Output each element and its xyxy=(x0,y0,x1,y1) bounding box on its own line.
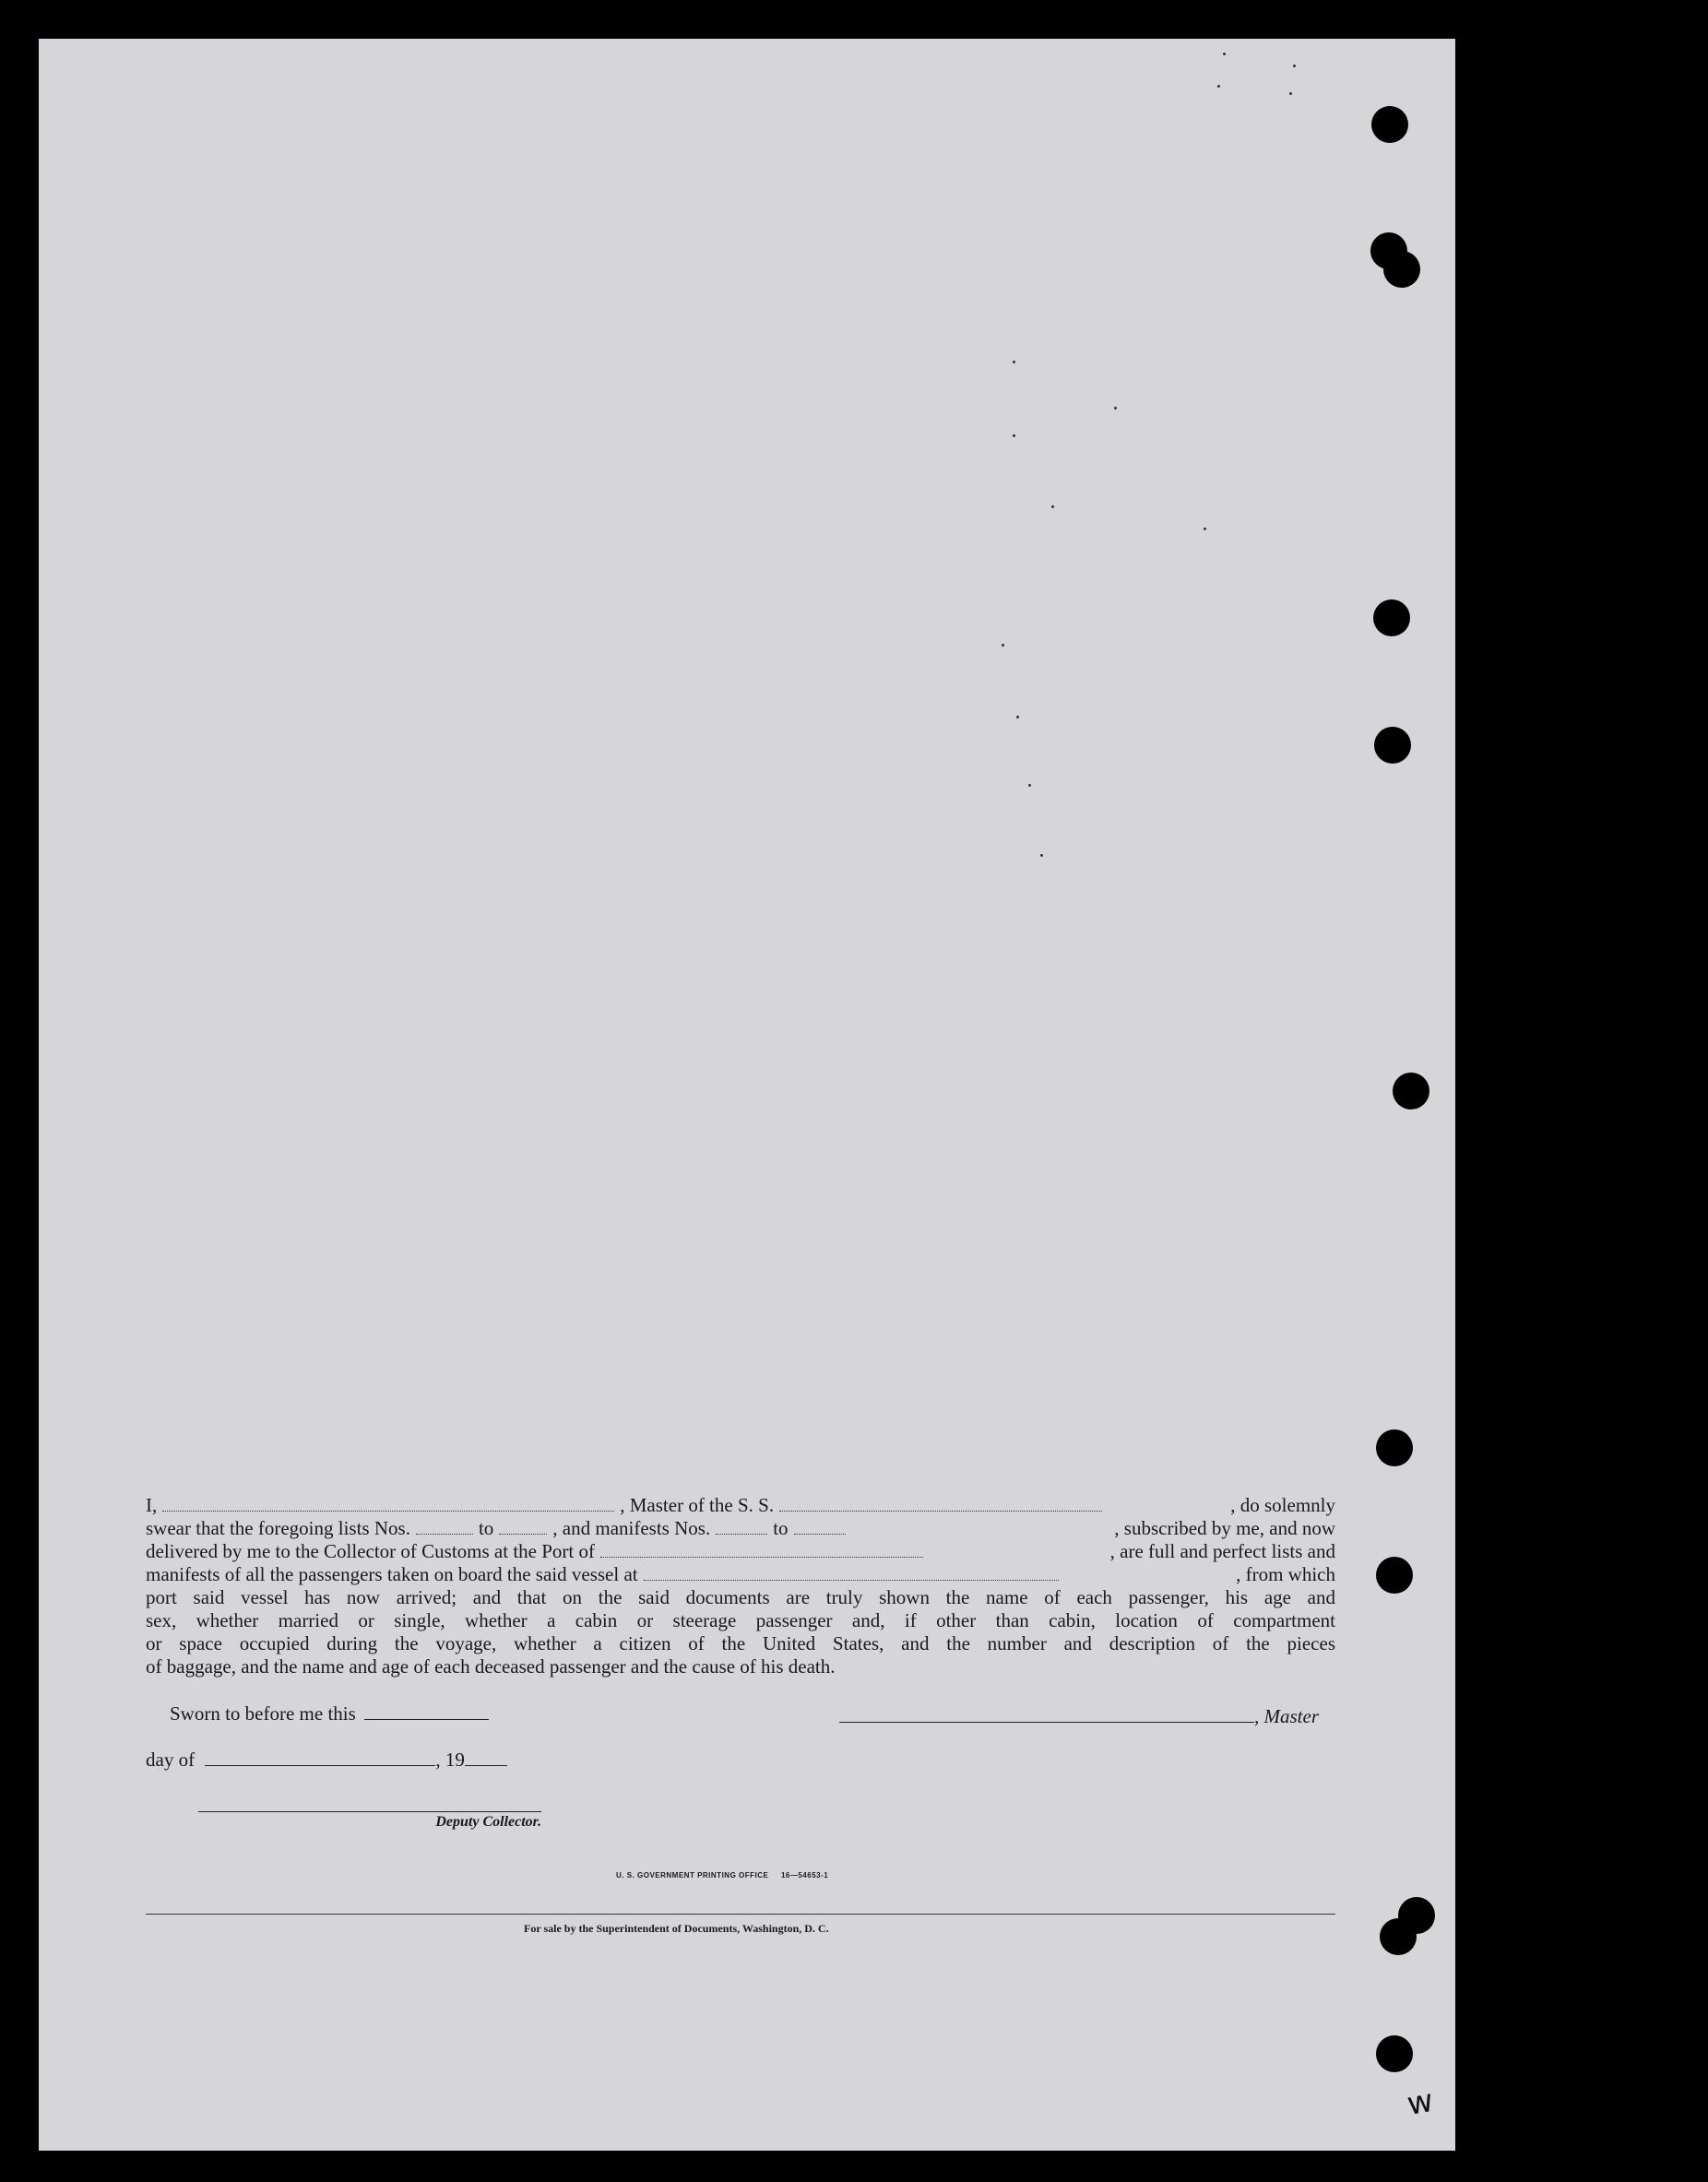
sworn-date-blank[interactable] xyxy=(364,1702,489,1720)
oath-line-8: of baggage, and the name and age of each deceased passenger and the cause of his death. xyxy=(146,1655,836,1678)
scan-speck xyxy=(1217,85,1220,88)
handwritten-mark: w xyxy=(1404,2081,1437,2124)
punch-hole xyxy=(1393,1073,1429,1109)
oath-subscribed-label: , subscribed by me, and now xyxy=(1114,1517,1335,1539)
scan-speck xyxy=(1204,528,1206,530)
sworn-line xyxy=(170,1702,489,1725)
oath-line-4 xyxy=(146,1563,1335,1586)
oath-line-7: or space occupied during the voyage, whether a citizen of the United States, and the number and description of the pieces xyxy=(146,1632,1335,1654)
punch-hole xyxy=(1371,106,1408,143)
scan-speck xyxy=(1002,644,1004,646)
oath-to2-label: to xyxy=(773,1517,789,1539)
oath-from-which-label: , from which xyxy=(1236,1563,1335,1585)
footer-rule xyxy=(146,1914,1335,1915)
form-sheet xyxy=(39,39,1455,2151)
punch-hole xyxy=(1374,727,1411,764)
oath-line-2 xyxy=(146,1517,1335,1540)
ship-name-blank[interactable] xyxy=(779,1494,1102,1512)
deputy-collector-label: Deputy Collector. xyxy=(435,1814,541,1830)
oath-to1-label: to xyxy=(478,1517,494,1539)
punch-hole xyxy=(1383,251,1420,288)
oath-swear-lists-label: swear that the foregoing lists Nos. xyxy=(146,1517,410,1539)
scan-speck xyxy=(1040,854,1043,857)
oath-line-1 xyxy=(146,1494,1335,1517)
lists-from-blank[interactable] xyxy=(416,1517,473,1535)
scan-speck xyxy=(1293,65,1296,67)
day-of-line xyxy=(146,1749,507,1772)
printing-office-imprint: U. S. GOVERNMENT PRINTING OFFICE 16—54653-1 xyxy=(616,1871,829,1880)
scan-speck xyxy=(1289,92,1292,95)
scan-speck xyxy=(1223,53,1226,55)
oath-paragraph xyxy=(146,1494,1335,1678)
embark-port-blank[interactable] xyxy=(644,1563,1059,1581)
oath-i-label: I, xyxy=(146,1494,158,1516)
sworn-label: Sworn to before me this xyxy=(170,1702,356,1725)
oath-line-5: port said vessel has now arrived; and that on the said documents are truly shown the name of each passenger, his age and xyxy=(146,1586,1335,1608)
scan-speck xyxy=(1013,361,1015,363)
punch-hole xyxy=(1376,1429,1413,1466)
punch-hole xyxy=(1373,599,1410,636)
oath-manifests-all-label: manifests of all the passengers taken on board the said vessel at xyxy=(146,1563,638,1585)
deputy-collector-signature xyxy=(198,1795,541,1831)
deputy-collector-blank[interactable] xyxy=(198,1795,541,1812)
master-signature-label: , Master xyxy=(1254,1705,1319,1727)
year-blank[interactable] xyxy=(465,1749,507,1766)
lists-to-blank[interactable] xyxy=(499,1517,547,1535)
punch-hole xyxy=(1376,1557,1413,1594)
oath-line-3 xyxy=(146,1540,1335,1563)
year-prefix-label: , 19 xyxy=(435,1749,465,1771)
punch-hole xyxy=(1376,2035,1413,2072)
day-of-label: day of xyxy=(146,1749,196,1771)
scan-speck xyxy=(1028,784,1031,787)
oath-do-solemnly-label: , do solemnly xyxy=(1230,1494,1335,1516)
scan-speck xyxy=(1013,434,1015,437)
punch-hole xyxy=(1380,1918,1417,1955)
day-of-month-blank[interactable] xyxy=(205,1749,435,1766)
manifests-from-blank[interactable] xyxy=(716,1517,767,1535)
scan-speck xyxy=(1051,505,1054,508)
manifests-to-blank[interactable] xyxy=(794,1517,846,1535)
scan-speck xyxy=(1114,407,1117,409)
oath-and-manifests-label: , and manifests Nos. xyxy=(552,1517,711,1539)
scan-speck xyxy=(1016,716,1019,718)
master-name-blank[interactable] xyxy=(162,1494,614,1512)
oath-delivered-label: delivered by me to the Collector of Customs at the Port of xyxy=(146,1540,595,1562)
master-signature xyxy=(839,1705,1319,1728)
oath-master-of-label: , Master of the S. S. xyxy=(620,1494,775,1516)
port-of-blank[interactable] xyxy=(600,1540,923,1558)
oath-full-lists-label: , are full and perfect lists and xyxy=(1109,1540,1335,1562)
oath-line-6: sex, whether married or single, whether a cabin or steerage passenger and, if other than cabin, location of compartment xyxy=(146,1609,1335,1631)
master-signature-blank[interactable] xyxy=(839,1705,1254,1723)
for-sale-imprint: For sale by the Superintendent of Documents, Washington, D. C. xyxy=(524,1922,829,1935)
